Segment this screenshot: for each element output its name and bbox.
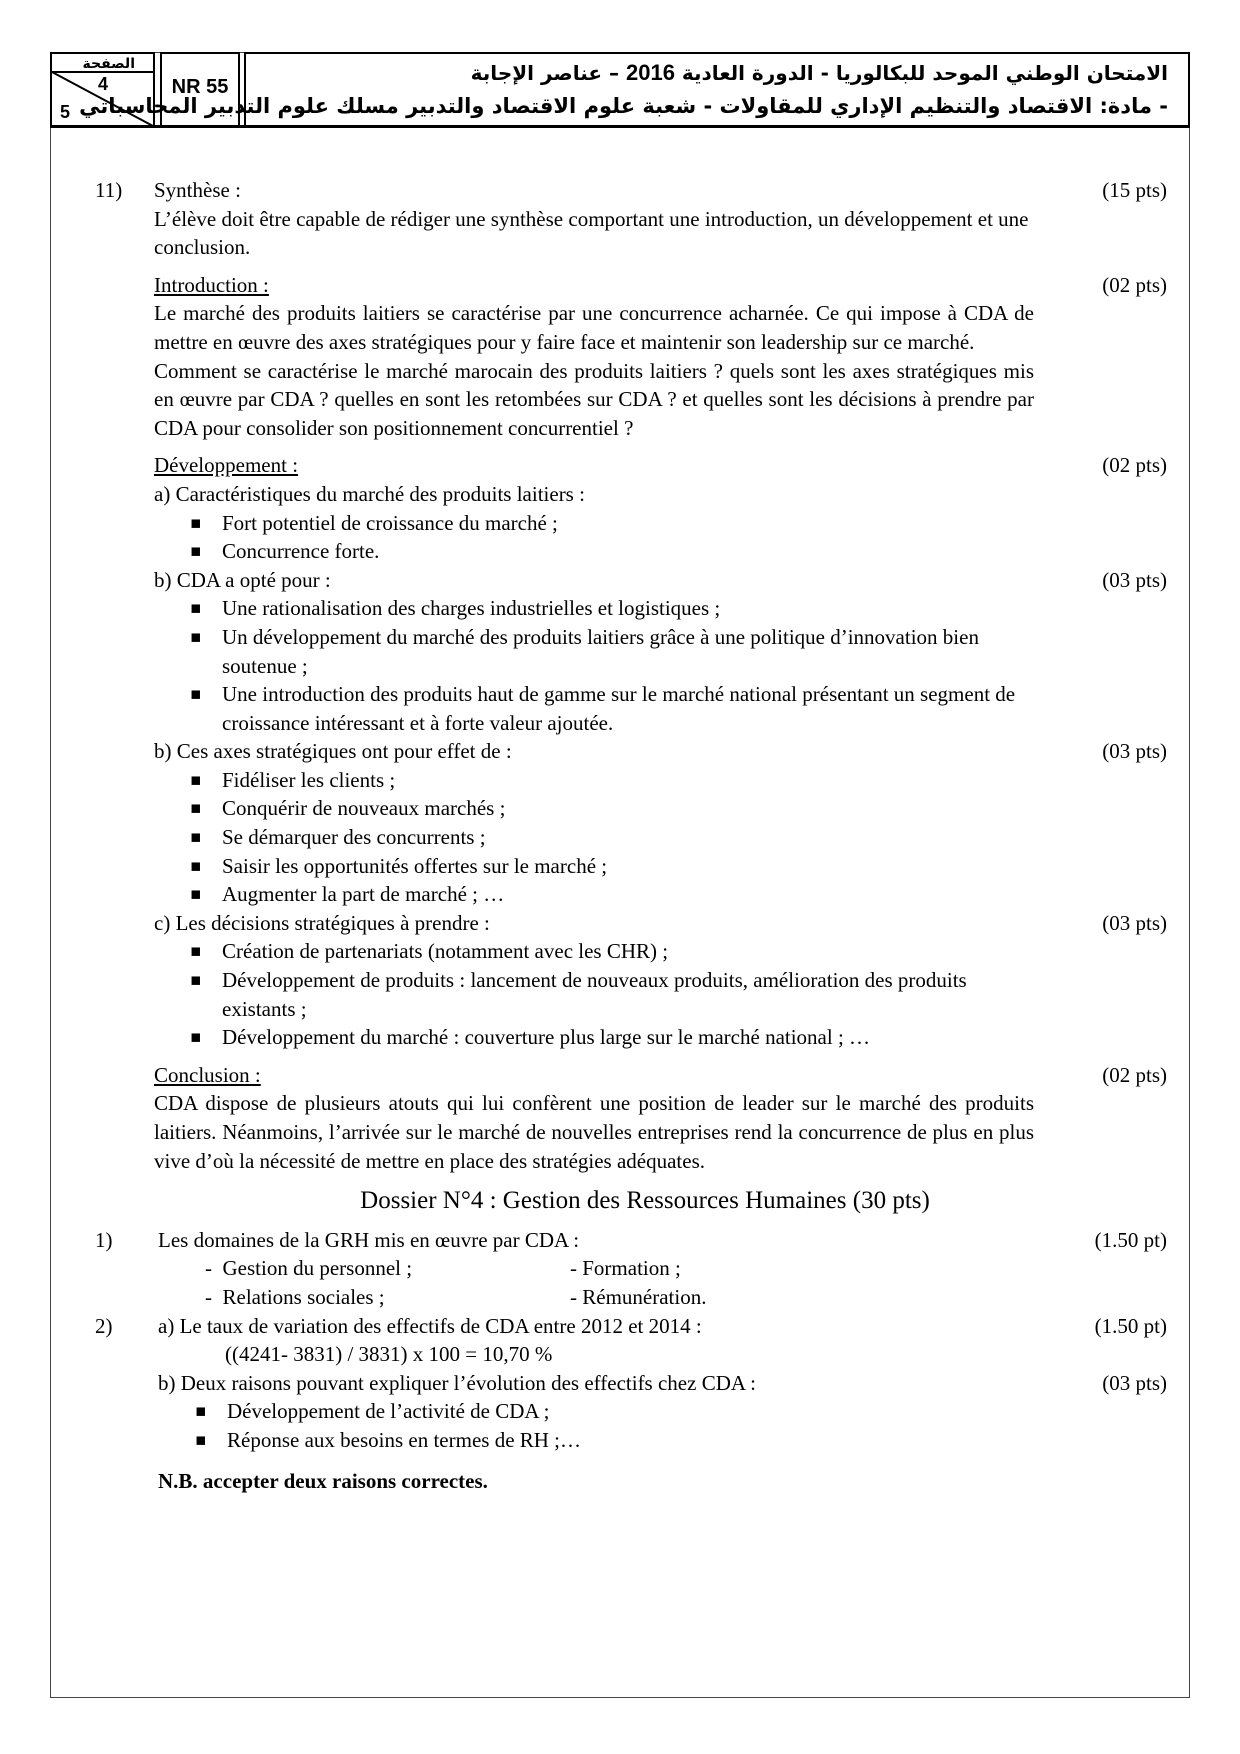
list-item: ▪ Augmenter la part de marché ; … <box>190 880 1022 909</box>
d4-q1-row <box>95 1226 1175 1255</box>
introduction-points: (02 pts) <box>1102 272 1167 297</box>
introduction-heading: Introduction : <box>154 272 269 297</box>
developpement-heading-row <box>95 451 1175 480</box>
current-page-number: 4 <box>98 74 109 94</box>
section-b1-row <box>95 566 1175 595</box>
d4-q2a-text: a) Le taux de variation des effectifs de CDA entre 2012 et 2014 : <box>158 1313 702 1338</box>
grh-domain-1: - Gestion du personnel ; <box>205 1256 413 1281</box>
introduction-heading-row <box>95 271 1175 300</box>
conclusion-heading: Conclusion : <box>154 1062 261 1087</box>
introduction-paragraph-1: Le marché des produits laitiers se caractérise par une concurrence acharnée. Ce qui impose à CDA de mettre en œuvre des axes stratégiques pour y faire face et maintenir son leadership sur ce marché. <box>154 301 1034 354</box>
d4-q2b-row <box>95 1369 1175 1398</box>
answer-content <box>95 176 1175 1495</box>
grh-domain-3: - Relations sociales ; <box>205 1284 385 1309</box>
q11-header-row <box>95 176 1175 205</box>
variation-formula: ((4241- 3831) / 3831) x 100 = 10,70 % <box>225 1342 553 1367</box>
introduction-paragraph-2: Comment se caractérise le marché marocain des produits laitiers ? quels sont les axes stratégiques mis en œuvre par CDA ? quelles en sont les retombées sur CDA ? et quelles sont les décisions à prendre par CDA pour consolider son positionnement concurrentiel ? <box>154 358 1034 440</box>
section-b1-title: b) CDA a opté pour : <box>154 567 331 592</box>
list-item: ▪ Une introduction des produits haut de gamme sur le marché national présentant un segment de croissance intéressant et à forte valeur ajoutée. <box>190 680 1022 737</box>
grh-domain-4: - Rémunération. <box>570 1284 707 1309</box>
d4-q2-number: 2) <box>95 1313 113 1338</box>
nb-note: N.B. accepter deux raisons correctes. <box>158 1468 488 1493</box>
developpement-points: (02 pts) <box>1102 453 1167 478</box>
conclusion-paragraph: CDA dispose de plusieurs atouts qui lui confèrent une position de leader sur le marché des produits laitiers. Néanmoins, l’arrivée sur le marché de nouvelles entreprises rend la concurrence de plus en plus vive d’où la nécessité de mettre en place des stratégies adéquates. <box>154 1091 1034 1173</box>
d4-q1-text: Les domaines de la GRH mis en œuvre par CDA : <box>158 1227 580 1252</box>
list-item: ▪ Fidéliser les clients ; <box>190 766 1022 795</box>
list-item: ▪ Fort potentiel de croissance du marché ; <box>190 509 1022 538</box>
list-item: ▪ Développement du marché : couverture plus large sur le marché national ; … <box>190 1023 1022 1052</box>
d4-q2b-text: b) Deux raisons pouvant expliquer l’évolution des effectifs chez CDA : <box>158 1370 756 1395</box>
list-item: ▪ Développement de produits : lancement de nouveaux produits, amélioration des produits existants ; <box>190 966 1022 1023</box>
d4-q2a-points: (1.50 pt) <box>1094 1313 1167 1338</box>
exam-title-line1 <box>471 60 1168 86</box>
grh-domain-2: - Formation ; <box>570 1256 681 1281</box>
conclusion-points: (02 pts) <box>1102 1062 1167 1087</box>
exam-code: NR 55 <box>171 76 229 98</box>
d4-q2b-points: (03 pts) <box>1102 1370 1167 1395</box>
section-b2-row <box>95 737 1175 766</box>
q11-instructions: L’élève doit être capable de rédiger une synthèse comportant une introduction, un développement et une conclusion. <box>154 206 1029 260</box>
list-item: ▪ Conquérir de nouveaux marchés ; <box>190 794 1022 823</box>
exam-year: 2016 <box>625 60 675 85</box>
grh-domains-row-1 <box>95 1254 1175 1283</box>
list-item: ▪ Se démarquer des concurrents ; <box>190 823 1022 852</box>
exam-title-line1-b: – عناصر الإجابة <box>470 61 620 85</box>
list-item: ▪ Création de partenariats (notamment avec les CHR) ; <box>190 937 1022 966</box>
list-item: ▪ Un développement du marché des produits laitiers grâce à une politique d’innovation bien soutenue ; <box>190 623 1022 680</box>
list-item: ▪ Réponse aux besoins en termes de RH ;… <box>195 1426 1027 1455</box>
list-item: ▪ Concurrence forte. <box>190 537 1022 566</box>
exam-subject-line: - مادة: الاقتصاد والتنظيم الإداري للمقاولات - شعبة علوم الاقتصاد والتدبير مسلك علوم التدبير المحاسباتي <box>79 94 1168 118</box>
developpement-heading: Développement : <box>154 453 299 478</box>
list-item: ▪ Une rationalisation des charges industrielles et logistiques ; <box>190 594 1022 623</box>
d4-q2a-row <box>95 1312 1175 1341</box>
dossier-4-title: Dossier N°4 : Gestion des Ressources Humaines (30 pts) <box>360 1187 930 1215</box>
q11-number: 11) <box>95 178 123 202</box>
q11-title: Synthèse : <box>154 178 241 202</box>
section-b1-points: (03 pts) <box>1102 567 1167 592</box>
section-c-points: (03 pts) <box>1102 910 1167 935</box>
list-item: ▪ Développement de l’activité de CDA ; <box>195 1397 1027 1426</box>
total-pages-number: 5 <box>60 102 71 122</box>
q11-points: (15 pts) <box>1102 178 1167 202</box>
conclusion-heading-row <box>95 1061 1175 1090</box>
exam-title-line1-a: الامتحان الوطني الموحد للبكالوريا - الدورة العادية <box>681 61 1168 85</box>
d4-q1-number: 1) <box>95 1227 113 1252</box>
exam-header <box>50 52 1190 128</box>
grh-domains-row-2 <box>95 1283 1175 1312</box>
section-c-title: c) Les décisions stratégiques à prendre : <box>154 910 490 935</box>
section-c-row <box>95 909 1175 938</box>
page-label: الصفحة <box>82 56 135 72</box>
section-a-title: a) Caractéristiques du marché des produits laitiers : <box>154 481 585 506</box>
section-b2-points: (03 pts) <box>1102 739 1167 764</box>
section-b2-title: b) Ces axes stratégiques ont pour effet de : <box>154 739 512 764</box>
d4-q1-points: (1.50 pt) <box>1094 1227 1167 1252</box>
list-item: ▪ Saisir les opportunités offertes sur le marché ; <box>190 852 1022 881</box>
